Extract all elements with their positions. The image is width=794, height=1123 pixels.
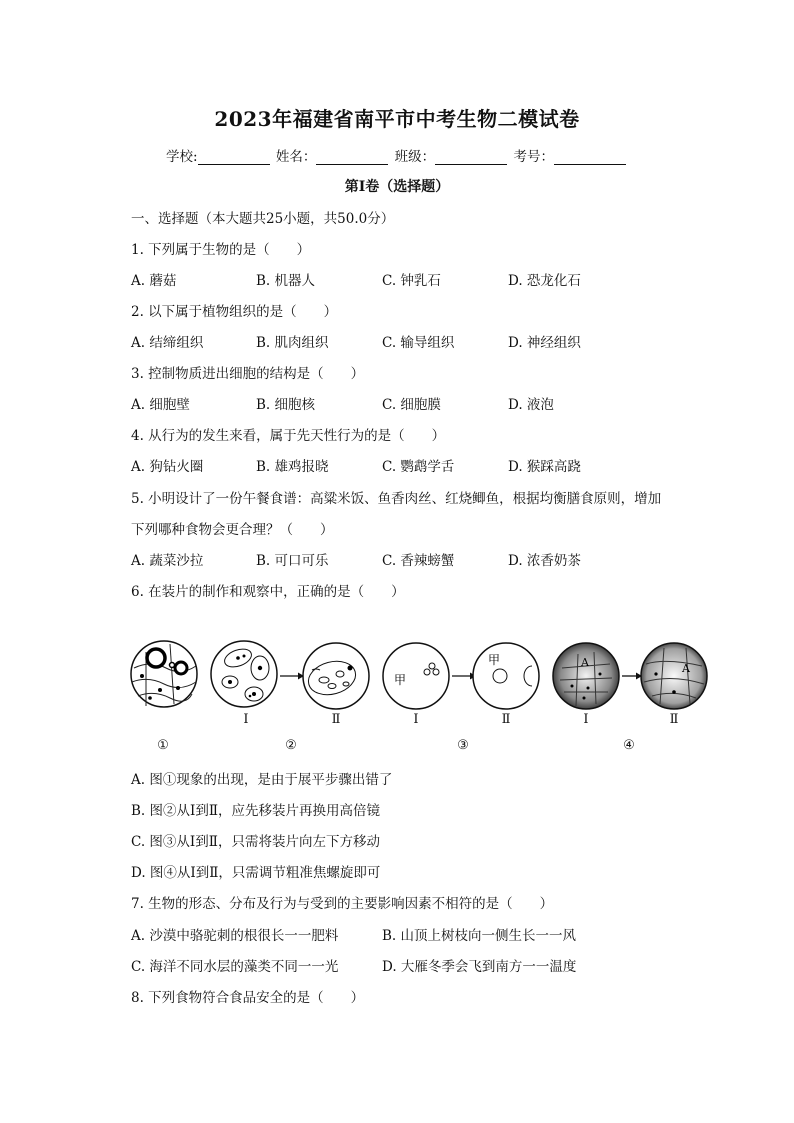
- option-c: C. 香辣螃蟹: [382, 553, 455, 569]
- option-c: C. 细胞膜: [382, 397, 441, 413]
- student-info-row: [0, 145, 794, 165]
- name-blank[interactable]: [316, 150, 388, 165]
- section-title: 第I卷（选择题）: [344, 179, 450, 195]
- microscope-figure: [126, 638, 716, 758]
- option-a: A. 细胞壁: [131, 397, 190, 413]
- question-6-stem: 6. 在装片的制作和观察中，正确的是（ ）: [131, 584, 405, 600]
- exam-title: 2023年福建省南平市中考生物二模试卷: [214, 107, 580, 131]
- option-d: D. 大雁冬季会飞到南方一一温度: [382, 959, 577, 975]
- label-jia-1: 甲: [394, 673, 407, 687]
- label-a-2: A: [682, 662, 690, 675]
- label-3-i: Ⅰ: [413, 712, 419, 727]
- question-4-stem: 4. 从行为的发生来看，属于先天性行为的是（ ）: [131, 428, 446, 444]
- option-d: D. 神经组织: [508, 335, 581, 351]
- option-a: A. 狗钻火圈: [131, 459, 204, 475]
- name-label: 姓名：: [275, 149, 317, 165]
- label-a-1: A: [581, 656, 589, 669]
- class-label: 班级：: [394, 149, 436, 165]
- question-3-options: [131, 393, 691, 413]
- option-a: A. 沙漠中骆驼刺的根很长一一肥料: [131, 928, 339, 944]
- option-c: C. 钟乳石: [382, 273, 441, 289]
- label-2-ii: Ⅱ: [331, 712, 341, 727]
- question-1-stem: 1. 下列属于生物的是（ ）: [131, 242, 311, 258]
- option-c: C. 海洋不同水层的藻类不同一一光: [131, 959, 339, 975]
- group-label-1: ①: [157, 738, 169, 753]
- option-b: B. 机器人: [256, 273, 316, 289]
- group-label-4: ④: [623, 738, 635, 753]
- question-7-options-row2: [131, 955, 691, 975]
- label-4-i: Ⅰ: [583, 712, 589, 727]
- figure-4-circle-i: [553, 643, 619, 709]
- option-d: D. 恐龙化石: [508, 273, 581, 289]
- option-b: B. 肌肉组织: [256, 335, 329, 351]
- figure-4-circle-ii: [641, 643, 707, 709]
- school-blank[interactable]: [198, 150, 270, 165]
- label-jia-2: 甲: [488, 653, 501, 667]
- option-c: C. 鹦鹉学舌: [382, 459, 455, 475]
- number-blank[interactable]: [554, 150, 626, 165]
- question-2-stem: 2. 以下属于植物组织的是（ ）: [131, 304, 338, 320]
- question-6-option-d: D. 图④从Ⅰ到Ⅱ，只需调节粗准焦螺旋即可: [131, 865, 381, 881]
- label-2-i: Ⅰ: [243, 712, 249, 727]
- option-b: B. 雄鸡报晓: [256, 459, 329, 475]
- question-4-options: [131, 455, 691, 475]
- option-b: B. 山顶上树枝向一侧生长一一风: [382, 928, 577, 944]
- school-label: 学校:: [166, 149, 198, 165]
- question-6-option-c: C. 图③从Ⅰ到Ⅱ，只需将装片向左下方移动: [131, 834, 380, 850]
- option-b: B. 细胞核: [256, 397, 316, 413]
- option-c: C. 输导组织: [382, 335, 455, 351]
- part-heading: 一、选择题（本大题共25小题，共50.0分）: [131, 211, 395, 227]
- question-3-stem: 3. 控制物质进出细胞的结构是（ ）: [131, 366, 365, 382]
- question-1-options: [131, 269, 691, 289]
- figure-3-circle-ii: [473, 643, 539, 709]
- question-7-options-row1: [131, 924, 691, 944]
- question-5-stem: 5. 小明设计了一份午餐食谱：高粱米饭、鱼香肉丝、红烧鲫鱼，根据均衡膳食原则，增加: [131, 491, 662, 507]
- question-6-option-a: A. 图①现象的出现，是由于展平步骤出错了: [131, 772, 393, 788]
- question-5-stem-continued: 下列哪种食物会更合理？（ ）: [131, 522, 334, 538]
- option-a: A. 蔬菜沙拉: [131, 553, 204, 569]
- option-a: A. 蘑菇: [131, 273, 177, 289]
- question-2-options: [131, 331, 691, 351]
- figure-1-circle: [131, 641, 197, 707]
- question-7-stem: 7. 生物的形态、分布及行为与受到的主要影响因素不相符的是（ ）: [131, 896, 554, 912]
- group-label-2: ②: [285, 738, 297, 753]
- option-b: B. 可口可乐: [256, 553, 329, 569]
- figure-2-circle-i: [211, 641, 277, 707]
- group-label-3: ③: [457, 738, 469, 753]
- option-d: D. 猴踩高跷: [508, 459, 581, 475]
- label-4-ii: Ⅱ: [669, 712, 679, 727]
- question-8-stem: 8. 下列食物符合食品安全的是（ ）: [131, 990, 365, 1006]
- figure-3-circle-i: [383, 643, 449, 709]
- option-d: D. 浓香奶茶: [508, 553, 581, 569]
- option-d: D. 液泡: [508, 397, 554, 413]
- label-3-ii: Ⅱ: [501, 712, 511, 727]
- question-5-options: [131, 549, 691, 569]
- number-label: 考号：: [513, 149, 554, 165]
- figure-2-circle-ii: [303, 643, 369, 709]
- class-blank[interactable]: [435, 150, 507, 165]
- option-a: A. 结缔组织: [131, 335, 204, 351]
- question-6-option-b: B. 图②从Ⅰ到Ⅱ，应先移装片再换用高倍镜: [131, 803, 381, 819]
